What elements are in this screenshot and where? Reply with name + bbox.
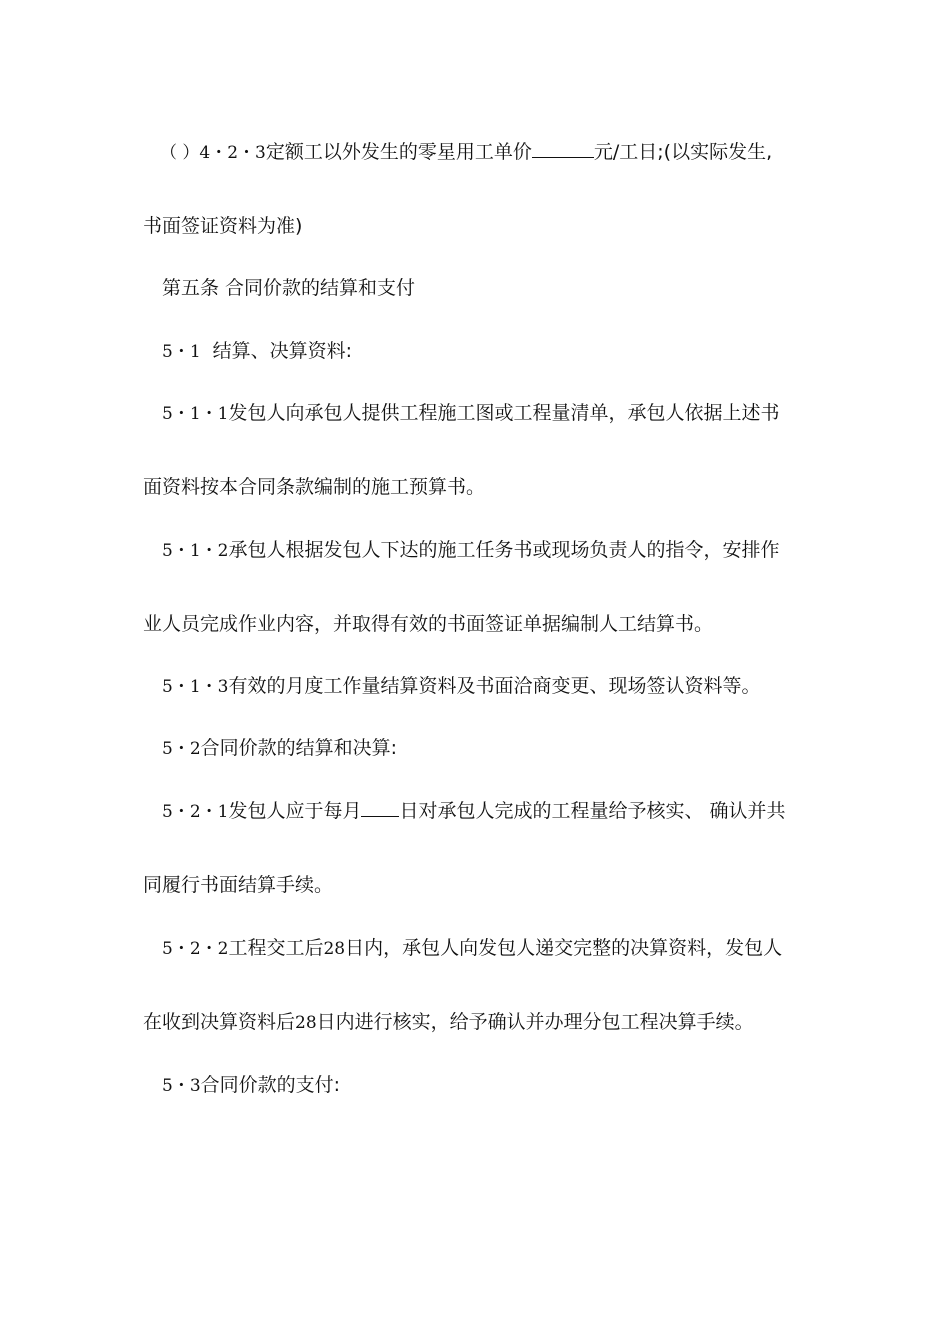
clause-text: 日内，承包人向发包人递交完整的决算资料，发包人 — [345, 937, 783, 959]
clause-text: 同履行书面结算手续。 — [143, 874, 334, 896]
fill-in-blank — [361, 798, 399, 817]
clause-5-2 — [162, 735, 397, 762]
clause-text: 结算、决算资料: — [212, 340, 353, 362]
clause-number: 5・1・1 — [162, 404, 229, 424]
clause-text: 合同价款的支付: — [200, 1074, 341, 1096]
clause-number: 5・2・2 — [162, 939, 229, 959]
clause-5-1 — [162, 338, 352, 365]
clause-text: 承包人根据发包人下达的施工任务书或现场负责人的指令，安排作 — [228, 539, 780, 561]
clause-4-2-3-line2 — [143, 213, 302, 239]
clause-5-1-1-line1 — [162, 400, 779, 427]
clause-text: 工程交工后 — [228, 937, 324, 959]
clause-5-3 — [162, 1072, 340, 1099]
clause-text: 定额工以外发生的零星用工单价 — [265, 141, 532, 163]
fill-in-blank — [532, 139, 594, 158]
clause-4-2-3-line1 — [160, 139, 772, 166]
clause-number: 5・1 — [162, 342, 201, 362]
clause-5-1-3 — [162, 673, 760, 700]
clause-5-2-2-line2 — [143, 1009, 754, 1036]
clause-text: 有效的月度工作量结算资料及书面洽商变更、现场签认资料等。 — [228, 675, 761, 697]
clause-5-1-2-line1 — [162, 537, 779, 564]
clause-5-1-2-line2 — [143, 611, 713, 637]
heading-text: 第五条 合同价款的结算和支付 — [162, 277, 416, 299]
clause-5-1-1-line2 — [143, 474, 485, 500]
clause-number: 5・1・2 — [162, 541, 229, 561]
clause-text: 书面签证资料为准) — [143, 215, 303, 237]
clause-5-2-1-line2 — [143, 872, 333, 898]
clause-text: 在收到决算资料后 — [143, 1011, 296, 1033]
article-five-heading — [162, 275, 415, 301]
clause-text: 日内进行核实，给予确认并办理分包工程决算手续。 — [316, 1011, 754, 1033]
clause-text: 元/工日;(以实际发生, — [593, 141, 773, 163]
clause-text: 面资料按本合同条款编制的施工预算书。 — [143, 476, 486, 498]
day-count: 28 — [323, 939, 346, 959]
clause-text: 日对承包人完成的工程量给予核实、 确认并共 — [399, 800, 786, 822]
day-count: 28 — [295, 1013, 317, 1033]
clause-number: 5・2・1 — [162, 802, 229, 822]
clause-5-2-1-line1 — [162, 798, 786, 825]
clause-text: 合同价款的结算和决算: — [200, 737, 398, 759]
clause-text: 发包人向承包人提供工程施工图或工程量清单，承包人依据上述书 — [228, 402, 780, 424]
clause-number: （ ）4・2・3 — [160, 143, 266, 163]
clause-number: 5・1・3 — [162, 677, 229, 697]
clause-5-2-2-line1 — [162, 935, 782, 962]
clause-text: 业人员完成作业内容，并取得有效的书面签证单据编制人工结算书。 — [143, 613, 714, 635]
clause-text: 发包人应于每月 — [228, 800, 362, 822]
clause-number: 5・2 — [162, 739, 201, 759]
clause-number: 5・3 — [162, 1076, 201, 1096]
